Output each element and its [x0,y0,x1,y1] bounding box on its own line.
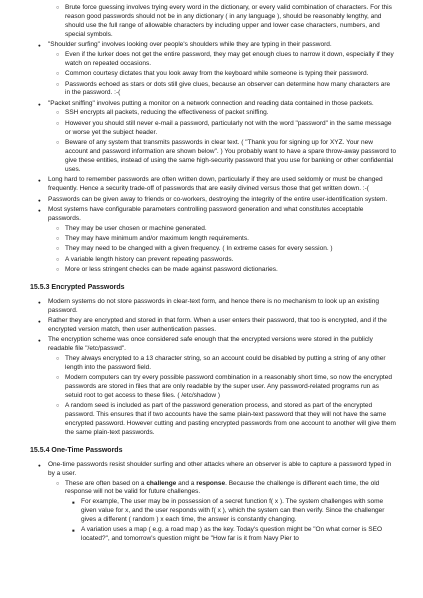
list-item: ○ However you should still never e-mail a password, particularly not with the word "password" in the same message or worse yet the subject header. [48,120,397,138]
params-sublist [48,225,397,275]
list-item: ■ A variation uses a map ( e.g. a road map ) as the key. Today's question might be "On what corner is SEO located?", and tomorrow's question might be "How far is it from Navy Pier to [65,526,397,544]
list-item: ○ Even if the lurker does not get the entire password, they may get enough clues to narrow it down, especially if they watch on repeated occasions. [48,51,397,69]
list-item: ○ SSH encrypts all packets, reducing the effectiveness of packet sniffing. [48,109,397,118]
bold-term-challenge: challenge [146,479,177,487]
list-item-text: One-time passwords resist shoulder surfing and other attacks where an observer is able to capture a password typed in by a user. [48,460,392,477]
list-item [30,206,397,275]
list-item: ○ They may need to be changed with a given frequency. ( In extreme cases for every session. ) [48,245,397,254]
list-item: ○ They may be user chosen or machine generated. [48,225,397,234]
list-item: ● Modern systems do not store passwords in clear-text form, and hence there is no mechanism to look up an existing password. [30,298,397,316]
list-item [30,461,397,544]
list-item-text: "Packet sniffing" involves putting a monitor on a network connection and reading data contained in those packets. [48,99,374,107]
shoulder-sublist [48,51,397,99]
list-item-text: The encryption scheme was once considered safe enough that the encrypted versions were stored in the publicly readable file "/etc/passwd". [48,336,373,353]
one-time-sublist [48,480,397,545]
bold-term-response: response [196,479,226,487]
list-item: ○ They always encrypted to a 13 character string, so an account could be disabled by putting a string of any other length into the password field. [48,355,397,373]
list-item: ○ A random seed is included as part of the password generation process, and stored as part of the encrypted password. This ensures that if two accounts have the same plain-text password that they will not have the same encrypted password. However cutting and pasting encrypted passwords from one account to another will give them the same plain-text passwords. [48,402,397,438]
section-heading-encrypted-passwords: 15.5.3 Encrypted Passwords [30,283,125,291]
list-item-text: Most systems have configurable parameters controlling password generation and what constitutes acceptable passwords. [48,206,364,223]
one-time-passwords-list [30,461,397,544]
sniffing-sublist [48,109,397,175]
challenge-examples-list [65,498,397,544]
list-item [30,336,397,438]
list-item [30,41,397,98]
list-item: ○ These are often based on a challenge and a response. Because the challenge is different each time, the old response will not be valid for future challenges. ■ For example, The user may be in possession of a secret function f( x ). The system challenges with some given value for x, and the user responds with f( x ), which the system can then verify. Since the challenger gives a different ( random ) x each time, the answer is constantly changing. ■ A variation uses a map ( e.g. a road map ) as the key. Today's question might be "On what corner is SEO located?", and tomorrow's question might be "How far is it from Navy Pier to [48,480,397,545]
section-heading-one-time-passwords: 15.5.4 One-Time Passwords [30,447,123,455]
list-item-text: "Shoulder surfing" involves looking over people's shoulders while they are typing in their password. [48,41,332,49]
scheme-sublist [48,355,397,439]
list-item: ● Passwords can be given away to friends or co-workers, destroying the integrity of the entire user-identification system. [30,196,397,205]
list-item: ○ Passwords echoed as stars or dots still give clues, because an observer can determine how many characters are in the password. :-( [48,81,397,99]
list-item: ○ More or less stringent checks can be made against password dictionaries. [48,266,397,275]
list-item: ○ A variable length history can prevent repeating passwords. [48,256,397,265]
encrypted-passwords-list [30,298,397,439]
list-item: ○ Beware of any system that transmits passwords in clear text. ( "Thank you for signing up for XYZ. Your new account and password information are shown below". ) You probably want to have a spare throw-away password to give these entities, instead of using the same high-security password that you use for banking or other confidential uses. [48,139,397,175]
list-item: ○ Modern computers can try every possible password combination in a reasonably short time, so now the encrypted passwords are stored in files that are only readable by the super user. Any password-related programs run as setuid root to get access to these files. ( /etc/shadow ) [48,374,397,401]
list-item: ○ They may have minimum and/or maximum length requirements. [48,235,397,244]
list-item: ○ Common courtesy dictates that you look away from the keyboard while someone is typing their password. [48,70,397,79]
list-item: ■ For example, The user may be in possession of a secret function f( x ). The system challenges with some given value for x, and the user responds with f( x ), which the system can then verify. Since the challenger gives a different ( random ) x each time, the answer is constantly changing. [65,498,397,525]
list-item: ○ Brute force guessing involves trying every word in the dictionary, or every valid combination of characters. For this reason good passwords should not be in any dictionary ( in any language ), should be reasonably lengthy, and should use the full range of allowable characters by including upper and lower case characters, numbers, and special symbols. [48,4,397,40]
intro-sublist [30,4,397,40]
list-item: ● Long hard to remember passwords are often written down, particularly if they are used seldomly or must be changed frequently. Hence a security trade-off of passwords that are easily divined versus those that get written down. :-( [30,176,397,194]
list-item: ● Rather they are encrypted and stored in that form. When a user enters their password, that too is encrypted, and if the encrypted version match, then user authentication passes. [30,317,397,335]
password-vulnerabilities-list [30,41,397,275]
list-item [30,100,397,175]
